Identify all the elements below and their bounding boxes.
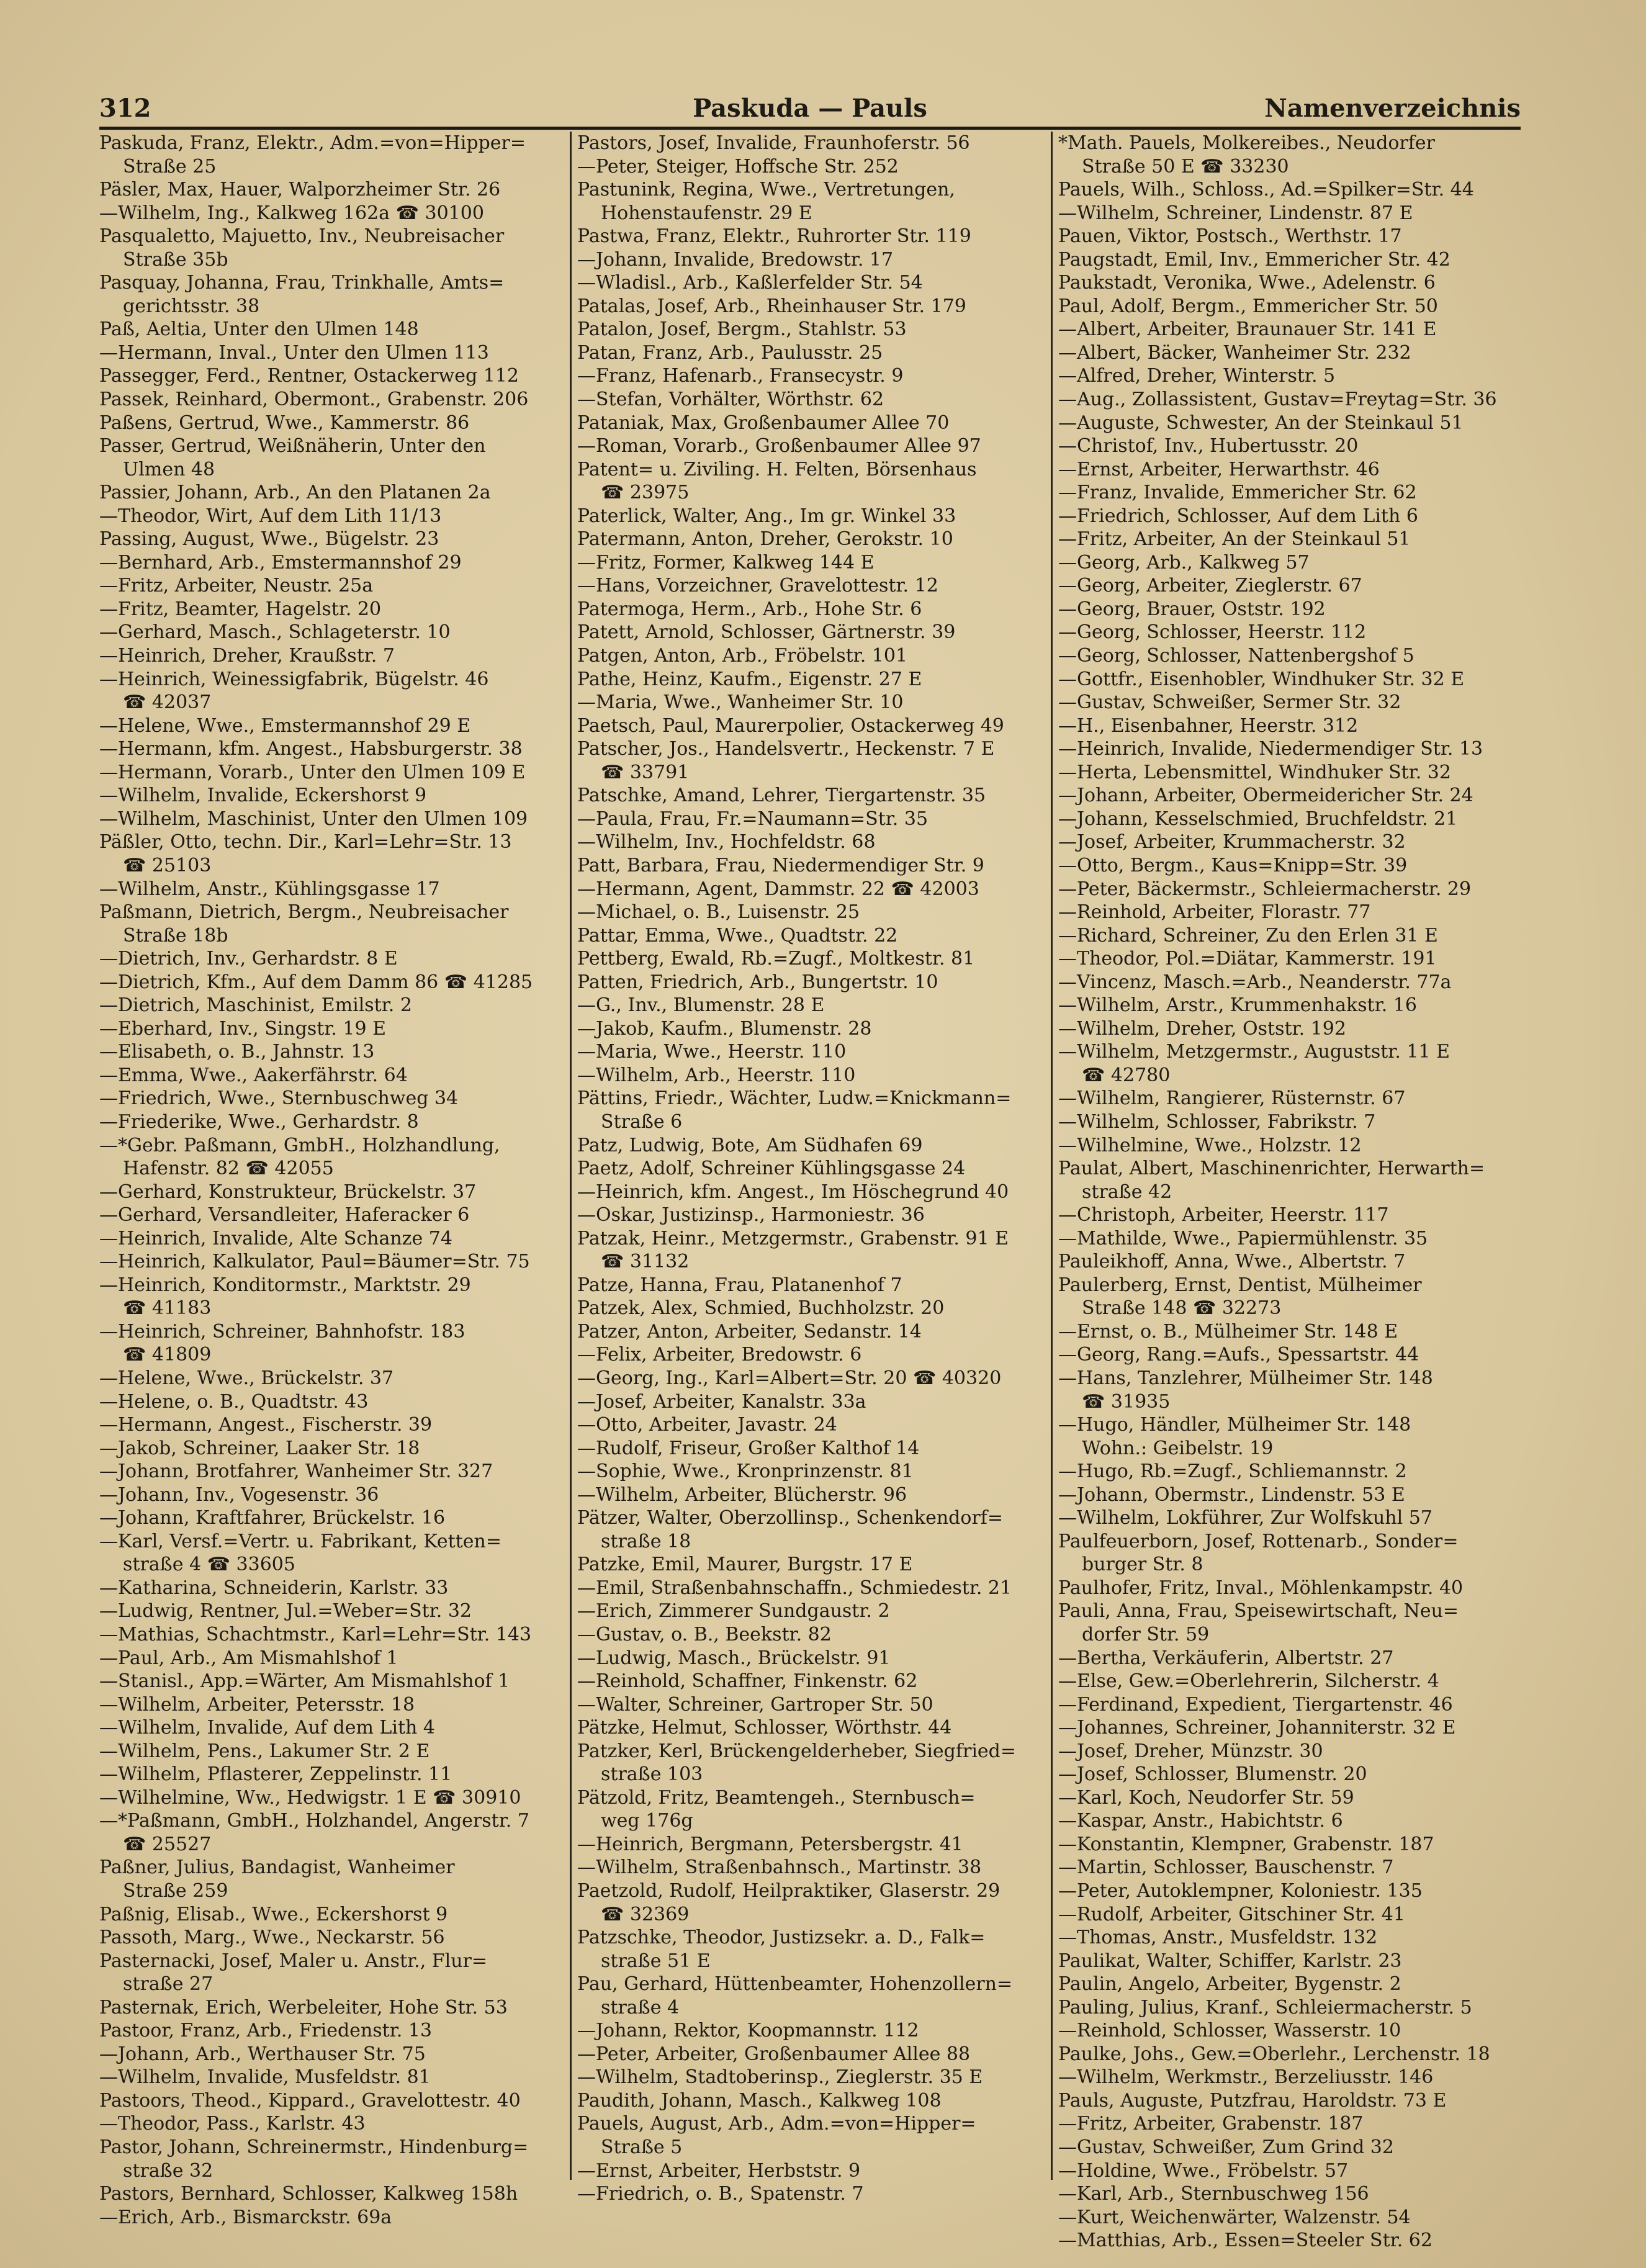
directory-entry: —*Gebr. Paßmann, GmbH., Holzhandlung, <box>99 1134 500 1156</box>
directory-entry: —Hugo, Händler, Mülheimer Str. 148 <box>1058 1414 1411 1436</box>
directory-entry: —Albert, Arbeiter, Braunauer Str. 141 E <box>1058 318 1437 341</box>
directory-entry: —Fritz, Arbeiter, An der Steinkaul 51 <box>1058 528 1411 551</box>
directory-entry: —Peter, Steiger, Hoffsche Str. 252 <box>577 155 899 178</box>
directory-entry: —Thomas, Anstr., Musfeldstr. 132 <box>1058 1927 1378 1949</box>
directory-entry: —Rudolf, Friseur, Großer Kalthof 14 <box>577 1437 920 1459</box>
directory-entry: —Oskar, Justizinsp., Harmoniestr. 36 <box>577 1204 925 1226</box>
directory-entry: Patzker, Kerl, Brückengelderheber, Siegfried= <box>577 1740 1017 1762</box>
directory-entry: —Jakob, Kaufm., Blumenstr. 28 <box>577 1017 872 1040</box>
directory-entry: Hohenstaufenstr. 29 E <box>601 202 812 224</box>
directory-entry: Pätzold, Fritz, Beamtengeh., Sternbusch= <box>577 1786 976 1809</box>
directory-entry: Pathe, Heinz, Kaufm., Eigenstr. 27 E <box>577 668 922 690</box>
directory-entry: —Wilhelm, Straßenbahnsch., Martinstr. 38 <box>577 1856 982 1879</box>
directory-entry: —Else, Gew.=Oberlehrerin, Silcherstr. 4 <box>1058 1670 1439 1693</box>
directory-entry: —Friedrich, Schlosser, Auf dem Lith 6 <box>1058 505 1418 527</box>
directory-entry: Pauleikhoff, Anna, Wwe., Albertstr. 7 <box>1058 1251 1406 1273</box>
directory-entry: —Holdine, Wwe., Fröbelstr. 57 <box>1058 2159 1349 2182</box>
directory-entry: Paßner, Julius, Bandagist, Wanheimer <box>99 1856 455 1879</box>
name-range: Paskuda — Pauls <box>693 94 927 123</box>
directory-entry: —Georg, Brauer, Oststr. 192 <box>1058 598 1326 620</box>
directory-entry: Straße 6 <box>601 1110 683 1133</box>
directory-entry: —Gerhard, Versandleiter, Haferacker 6 <box>99 1204 470 1226</box>
directory-entry: —Johannes, Schreiner, Johanniterstr. 32 E <box>1058 1717 1456 1739</box>
directory-entry: —Heinrich, Konditormstr., Marktstr. 29 <box>99 1274 471 1296</box>
directory-entry: Pastors, Bernhard, Schlosser, Kalkweg 158h <box>99 2183 518 2205</box>
directory-entry: Pätzer, Walter, Oberzollinsp., Schenkendorf= <box>577 1507 1004 1529</box>
directory-entry: straße 18 <box>601 1530 691 1552</box>
directory-entry: —Maria, Wwe., Wanheimer Str. 10 <box>577 691 904 714</box>
directory-entry: —Dietrich, Maschinist, Emilstr. 2 <box>99 994 412 1017</box>
directory-entry: —Josef, Schlosser, Blumenstr. 20 <box>1058 1763 1367 1786</box>
directory-entry: —Hermann, Angest., Fischerstr. 39 <box>99 1414 433 1436</box>
directory-entry: straße 51 E <box>601 1950 711 1972</box>
directory-entry: Pauels, Wilh., Schloss., Ad.=Spilker=Str. 44 <box>1058 179 1474 201</box>
directory-entry: —Roman, Vorarb., Großenbaumer Allee 97 <box>577 435 981 457</box>
directory-entry: Paskuda, Franz, Elektr., Adm.=von=Hipper= <box>99 132 526 154</box>
directory-entry: Pastor, Johann, Schreinermstr., Hindenburg= <box>99 2136 529 2159</box>
directory-entry: —Hermann, Agent, Dammstr. 22 ☎ 42003 <box>577 878 979 900</box>
directory-entry: ☎ 42780 <box>1082 1064 1171 1086</box>
directory-entry: —Gustav, Schweißer, Zum Grind 32 <box>1058 2136 1394 2159</box>
directory-column-1 <box>99 132 562 2229</box>
directory-entry: —Stefan, Vorhälter, Wörthstr. 62 <box>577 389 884 411</box>
directory-entry: —Wilhelm, Arbeiter, Blücherstr. 96 <box>577 1483 907 1506</box>
directory-entry: ☎ 33791 <box>601 761 690 783</box>
directory-entry: —Katharina, Schneiderin, Karlstr. 33 <box>99 1577 449 1599</box>
directory-entry: —Franz, Invalide, Emmericher Str. 62 <box>1058 482 1417 504</box>
directory-entry: Paul, Adolf, Bergm., Emmericher Str. 50 <box>1058 295 1438 317</box>
directory-entry: —Johann, Inv., Vogesenstr. 36 <box>99 1483 379 1506</box>
directory-entry: Paßnig, Elisab., Wwe., Eckershorst 9 <box>99 1903 448 1925</box>
directory-entry: Päsler, Max, Hauer, Walporzheimer Str. 26 <box>99 179 501 201</box>
directory-entry: —Josef, Arbeiter, Kanalstr. 33a <box>577 1390 866 1413</box>
directory-entry: —Wilhelm, Maschinist, Unter den Ulmen 109 <box>99 808 528 830</box>
directory-entry: —Josef, Dreher, Münzstr. 30 <box>1058 1740 1323 1762</box>
directory-entry: —Albert, Bäcker, Wanheimer Str. 232 <box>1058 341 1411 364</box>
directory-entry: Pastoors, Theod., Kippard., Gravelottestr. 40 <box>99 2089 521 2112</box>
directory-entry: Paukstadt, Veronika, Wwe., Adelenstr. 6 <box>1058 272 1436 294</box>
directory-entry: —Ernst, Arbeiter, Herbststr. 9 <box>577 2159 861 2182</box>
directory-entry: —Heinrich, Invalide, Alte Schanze 74 <box>99 1227 452 1249</box>
directory-entry: Paulke, Johs., Gew.=Oberlehr., Lerchenstr. 18 <box>1058 2043 1490 2065</box>
directory-entry: —Hugo, Rb.=Zugf., Schliemannstr. 2 <box>1058 1460 1407 1483</box>
directory-entry: —Karl, Arb., Sternbuschweg 156 <box>1058 2183 1369 2205</box>
directory-entry: Pasqualetto, Majuetto, Inv., Neubreisacher <box>99 225 505 248</box>
directory-entry: —Helene, Wwe., Emstermannshof 29 E <box>99 714 471 737</box>
directory-entry: Hafenstr. 82 ☎ 42055 <box>123 1158 334 1180</box>
directory-entry: ☎ 25527 <box>123 1833 212 1855</box>
directory-entry: Pauling, Julius, Kranf., Schleiermacherstr. 5 <box>1058 1996 1472 2018</box>
directory-entry: —Otto, Arbeiter, Javastr. 24 <box>577 1414 837 1436</box>
directory-entry: —Wilhelm, Ing., Kalkweg 162a ☎ 30100 <box>99 202 484 224</box>
directory-entry: Pettberg, Ewald, Rb.=Zugf., Moltkestr. 81 <box>577 948 975 970</box>
directory-entry: —Heinrich, Kalkulator, Paul=Bäumer=Str. 75 <box>99 1251 530 1273</box>
directory-entry: —Georg, Schlosser, Heerstr. 112 <box>1058 621 1367 644</box>
directory-entry: Passer, Gertrud, Weißnäherin, Unter den <box>99 435 486 457</box>
directory-entry: straße 42 <box>1082 1181 1172 1203</box>
directory-entry: Patten, Friedrich, Arb., Bungertstr. 10 <box>577 971 938 993</box>
directory-entry: —Heinrich, Invalide, Niedermendiger Str. 13 <box>1058 738 1483 760</box>
directory-entry: —Erich, Arb., Bismarckstr. 69a <box>99 2206 392 2228</box>
directory-entry: —Theodor, Wirt, Auf dem Lith 11/13 <box>99 505 442 527</box>
directory-entry: —Otto, Bergm., Kaus=Knipp=Str. 39 <box>1058 854 1408 876</box>
directory-entry: —Kurt, Weichenwärter, Walzenstr. 54 <box>1058 2206 1411 2228</box>
directory-entry: —*Paßmann, GmbH., Holzhandel, Angerstr. 7 <box>99 1810 529 1832</box>
directory-entry: Passier, Johann, Arb., An den Platanen 2a <box>99 482 491 504</box>
directory-entry: —Mathilde, Wwe., Papiermühlenstr. 35 <box>1058 1227 1428 1249</box>
directory-entry: straße 27 <box>123 1973 214 1996</box>
directory-entry: —H., Eisenbahner, Heerstr. 312 <box>1058 714 1359 737</box>
directory-entry: Pastwa, Franz, Elektr., Ruhrorter Str. 119 <box>577 225 971 248</box>
directory-entry: —Georg, Arbeiter, Zieglerstr. 67 <box>1058 575 1362 597</box>
directory-entry: weg 176g <box>601 1810 693 1832</box>
directory-entry: —Auguste, Schwester, An der Steinkaul 51 <box>1058 412 1464 434</box>
directory-entry: straße 4 <box>601 1996 680 2018</box>
directory-entry: —Dietrich, Kfm., Auf dem Damm 86 ☎ 41285 <box>99 971 533 993</box>
directory-entry: Straße 50 E ☎ 33230 <box>1082 155 1289 178</box>
directory-entry: —Ludwig, Rentner, Jul.=Weber=Str. 32 <box>99 1600 472 1622</box>
directory-entry: —Alfred, Dreher, Winterstr. 5 <box>1058 365 1336 387</box>
directory-entry: Straße 35b <box>123 248 228 271</box>
directory-entry: —Peter, Arbeiter, Großenbaumer Allee 88 <box>577 2043 971 2065</box>
directory-entry: —Friedrich, o. B., Spatenstr. 7 <box>577 2183 864 2205</box>
directory-entry: Pauli, Anna, Frau, Speisewirtschaft, Neu= <box>1058 1600 1459 1622</box>
directory-entry: Patett, Arnold, Schlosser, Gärtnerstr. 39 <box>577 621 956 644</box>
directory-entry: —Dietrich, Inv., Gerhardstr. 8 E <box>99 948 398 970</box>
directory-entry: —Wilhelm, Arstr., Krummenhakstr. 16 <box>1058 994 1417 1017</box>
directory-entry: —Heinrich, Weinessigfabrik, Bügelstr. 46 <box>99 668 489 690</box>
directory-entry: —Wilhelm, Schlosser, Fabrikstr. 7 <box>1058 1110 1376 1133</box>
directory-entry: Patscher, Jos., Handelsvertr., Heckenstr. 7 E <box>577 738 995 760</box>
directory-entry: —Emma, Wwe., Aakerfährstr. 64 <box>99 1064 408 1086</box>
directory-entry: —Bertha, Verkäuferin, Albertstr. 27 <box>1058 1647 1394 1669</box>
directory-entry: Passing, August, Wwe., Bügelstr. 23 <box>99 528 439 551</box>
directory-entry: —Matthias, Arb., Essen=Steeler Str. 62 <box>1058 2230 1432 2252</box>
directory-entry: *Math. Pauels, Molkereibes., Neudorfer <box>1058 132 1436 154</box>
header-rule <box>99 127 1521 130</box>
directory-entry: Paugstadt, Emil, Inv., Emmericher Str. 42 <box>1058 248 1450 271</box>
directory-entry: —Peter, Bäckermstr., Schleiermacherstr. 29 <box>1058 878 1472 900</box>
directory-entry: —Kaspar, Anstr., Habichtstr. 6 <box>1058 1810 1343 1832</box>
directory-entry: —Franz, Hafenarb., Fransecystr. 9 <box>577 365 904 387</box>
directory-entry: —Georg, Schlosser, Nattenbergshof 5 <box>1058 645 1414 667</box>
directory-entry: —Richard, Schreiner, Zu den Erlen 31 E <box>1058 924 1438 947</box>
directory-entry: —Wilhelm, Stadtoberinsp., Zieglerstr. 35 E <box>577 2066 983 2089</box>
directory-entry: —Hermann, kfm. Angest., Habsburgerstr. 38 <box>99 738 523 760</box>
directory-entry: Patent= u. Ziviling. H. Felten, Börsenhaus <box>577 458 977 480</box>
directory-entry: Paulfeuerborn, Josef, Rottenarb., Sonder= <box>1058 1530 1459 1552</box>
page-number: 312 <box>99 94 151 123</box>
directory-entry: Paulhofer, Fritz, Inval., Möhlenkampstr. 40 <box>1058 1577 1464 1599</box>
directory-entry: Patalas, Josef, Arb., Rheinhauser Str. 179 <box>577 295 966 317</box>
directory-entry: Straße 148 ☎ 32273 <box>1082 1297 1282 1320</box>
directory-entry: straße 32 <box>123 2159 214 2182</box>
directory-entry: —Fritz, Former, Kalkweg 144 E <box>577 551 875 574</box>
directory-entry: Patschke, Amand, Lehrer, Tiergartenstr. 35 <box>577 785 986 807</box>
directory-entry: Pättins, Friedr., Wächter, Ludw.=Knickmann= <box>577 1087 1012 1110</box>
directory-entry: Ulmen 48 <box>123 458 215 480</box>
directory-entry: Patzke, Emil, Maurer, Burgstr. 17 E <box>577 1554 913 1576</box>
column-divider <box>1051 132 1053 2180</box>
directory-entry: Paß, Aeltia, Unter den Ulmen 148 <box>99 318 419 341</box>
directory-entry: —Heinrich, Dreher, Kraußstr. 7 <box>99 645 395 667</box>
directory-entry: Pasquay, Johanna, Frau, Trinkhalle, Amts= <box>99 272 505 294</box>
directory-entry: Pattar, Emma, Wwe., Quadtstr. 22 <box>577 924 898 947</box>
directory-entry: gerichtsstr. 38 <box>123 295 260 317</box>
directory-entry: —Karl, Versf.=Vertr. u. Fabrikant, Ketten= <box>99 1530 501 1552</box>
directory-entry: —Gustav, Schweißer, Sermer Str. 32 <box>1058 691 1401 714</box>
directory-entry: —Wilhelm, Invalide, Auf dem Lith 4 <box>99 1717 435 1739</box>
directory-entry: —Georg, Ing., Karl=Albert=Str. 20 ☎ 40320 <box>577 1367 1002 1389</box>
directory-entry: Patzer, Anton, Arbeiter, Sedanstr. 14 <box>577 1320 922 1343</box>
directory-entry: burger Str. 8 <box>1082 1554 1203 1576</box>
directory-entry: —Wladisl., Arb., Kaßlerfelder Str. 54 <box>577 272 923 294</box>
directory-entry: —Eberhard, Inv., Singstr. 19 E <box>99 1017 387 1040</box>
directory-entry: —Johann, Obermstr., Lindenstr. 53 E <box>1058 1483 1405 1506</box>
directory-entry: Pauels, August, Arb., Adm.=von=Hipper= <box>577 2113 976 2135</box>
directory-entry: ☎ 42037 <box>123 691 212 714</box>
directory-entry: —Martin, Schlosser, Bauschenstr. 7 <box>1058 1856 1394 1879</box>
directory-entry: —Johann, Kesselschmied, Bruchfeldstr. 21 <box>1058 808 1458 830</box>
directory-entry: —Wilhelm, Arbeiter, Petersstr. 18 <box>99 1693 415 1716</box>
column-divider <box>570 132 572 2180</box>
directory-entry: Patt, Barbara, Frau, Niedermendiger Str. 9 <box>577 854 984 876</box>
directory-entry: —Johann, Kraftfahrer, Brückelstr. 16 <box>99 1507 446 1529</box>
directory-entry: —Georg, Arb., Kalkweg 57 <box>1058 551 1310 574</box>
directory-entry: —Wilhelmine, Wwe., Holzstr. 12 <box>1058 1134 1362 1156</box>
directory-entry: Pauls, Auguste, Putzfrau, Haroldstr. 73 E <box>1058 2089 1447 2112</box>
directory-entry: —Stanisl., App.=Wärter, Am Mismahlshof 1 <box>99 1670 510 1693</box>
directory-entry: Paulin, Angelo, Arbeiter, Bygenstr. 2 <box>1058 1973 1401 1996</box>
directory-entry: —Gottfr., Eisenhobler, Windhuker Str. 32 E <box>1058 668 1465 690</box>
directory-entry: —Wilhelm, Anstr., Kühlingsgasse 17 <box>99 878 440 900</box>
directory-entry: Patermann, Anton, Dreher, Gerokstr. 10 <box>577 528 953 551</box>
directory-entry: —Elisabeth, o. B., Jahnstr. 13 <box>99 1041 375 1063</box>
directory-entry: —Paula, Frau, Fr.=Naumann=Str. 35 <box>577 808 929 830</box>
directory-entry: —Erich, Zimmerer Sundgaustr. 2 <box>577 1600 890 1622</box>
directory-entry: —Karl, Koch, Neudorfer Str. 59 <box>1058 1786 1354 1809</box>
directory-entry: Patzek, Alex, Schmied, Buchholzstr. 20 <box>577 1297 945 1320</box>
directory-entry: —Reinhold, Schlosser, Wasserstr. 10 <box>1058 2020 1401 2042</box>
directory-entry: Passoth, Marg., Wwe., Neckarstr. 56 <box>99 1927 445 1949</box>
directory-entry: —Felix, Arbeiter, Bredowstr. 6 <box>577 1344 862 1366</box>
directory-entry: —Ernst, o. B., Mülheimer Str. 148 E <box>1058 1320 1398 1343</box>
directory-entry: ☎ 41809 <box>123 1344 212 1366</box>
directory-entry: —Ludwig, Masch., Brückelstr. 91 <box>577 1647 891 1669</box>
directory-entry: —G., Inv., Blumenstr. 28 E <box>577 994 825 1017</box>
directory-entry: —Friedrich, Wwe., Sternbuschweg 34 <box>99 1087 459 1110</box>
directory-entry: Päßler, Otto, techn. Dir., Karl=Lehr=Str. 13 <box>99 831 512 853</box>
directory-entry: —Christoph, Arbeiter, Heerstr. 117 <box>1058 1204 1389 1226</box>
directory-entry: —Josef, Arbeiter, Krummacherstr. 32 <box>1058 831 1406 853</box>
directory-entry: Straße 25 <box>123 155 217 178</box>
directory-entry: Wohn.: Geibelstr. 19 <box>1082 1437 1274 1459</box>
directory-entry: ☎ 31935 <box>1082 1390 1171 1413</box>
directory-entry: —Georg, Rang.=Aufs., Spessartstr. 44 <box>1058 1344 1419 1366</box>
directory-entry: —Vincenz, Masch.=Arb., Neanderstr. 77a <box>1058 971 1452 993</box>
directory-entry: —Christof, Inv., Hubertusstr. 20 <box>1058 435 1359 457</box>
directory-entry: —Peter, Autoklempner, Koloniestr. 135 <box>1058 1880 1423 1902</box>
directory-entry: —Johann, Invalide, Bredowstr. 17 <box>577 248 894 271</box>
directory-entry: ☎ 31132 <box>601 1251 690 1273</box>
directory-entry: —Bernhard, Arb., Emstermannshof 29 <box>99 551 462 574</box>
directory-entry: —Wilhelm, Invalide, Musfeldstr. 81 <box>99 2066 431 2089</box>
directory-entry: —Wilhelm, Schreiner, Lindenstr. 87 E <box>1058 202 1413 224</box>
directory-column-3 <box>1058 132 1521 2252</box>
directory-entry: —Gerhard, Masch., Schlageterstr. 10 <box>99 621 451 644</box>
directory-entry: —Wilhelm, Dreher, Oststr. 192 <box>1058 1017 1346 1040</box>
directory-entry: —Heinrich, Bergmann, Petersbergstr. 41 <box>577 1833 963 1855</box>
directory-entry: ☎ 32369 <box>601 1903 690 1925</box>
directory-entry: ☎ 25103 <box>123 854 212 876</box>
directory-entry: Pasternak, Erich, Werbeleiter, Hohe Str. 53 <box>99 1996 508 2018</box>
directory-entry: —Rudolf, Arbeiter, Gitschiner Str. 41 <box>1058 1903 1405 1925</box>
directory-entry: —Wilhelm, Werkmstr., Berzeliusstr. 146 <box>1058 2066 1434 2089</box>
directory-entry: —Gustav, o. B., Beekstr. 82 <box>577 1624 832 1645</box>
directory-entry: —Helene, Wwe., Brückelstr. 37 <box>99 1367 394 1389</box>
directory-entry: —Wilhelm, Pens., Lakumer Str. 2 E <box>99 1740 430 1762</box>
directory-entry: —Ernst, Arbeiter, Herwarthstr. 46 <box>1058 458 1380 480</box>
directory-entry: straße 4 ☎ 33605 <box>123 1554 295 1576</box>
directory-entry: —Fritz, Arbeiter, Grabenstr. 187 <box>1058 2113 1364 2135</box>
directory-entry: —Wilhelm, Rangierer, Rüsternstr. 67 <box>1058 1087 1406 1110</box>
directory-entry: Paulerberg, Ernst, Dentist, Mülheimer <box>1058 1274 1422 1296</box>
directory-entry: Straße 5 <box>601 2136 683 2159</box>
directory-entry: Patalon, Josef, Bergm., Stahlstr. 53 <box>577 318 907 341</box>
directory-entry: —Mathias, Schachtmstr., Karl=Lehr=Str. 143 <box>99 1624 532 1645</box>
directory-entry: Patze, Hanna, Frau, Platanenhof 7 <box>577 1274 902 1296</box>
directory-entry: Paudith, Johann, Masch., Kalkweg 108 <box>577 2089 942 2112</box>
directory-entry: —Hermann, Inval., Unter den Ulmen 113 <box>99 341 489 364</box>
directory-entry: —Fritz, Beamter, Hagelstr. 20 <box>99 598 382 620</box>
directory-entry: ☎ 41183 <box>123 1297 212 1320</box>
directory-entry: Pastors, Josef, Invalide, Fraunhoferstr. 56 <box>577 132 970 154</box>
directory-entry: —Jakob, Schreiner, Laaker Str. 18 <box>99 1437 420 1459</box>
directory-entry: Paetz, Adolf, Schreiner Kühlingsgasse 24 <box>577 1158 966 1180</box>
section-title: Namenverzeichnis <box>1264 94 1521 123</box>
directory-column-2 <box>577 132 1040 2206</box>
directory-entry: dorfer Str. 59 <box>1082 1624 1210 1645</box>
directory-entry: —Johann, Arb., Werthauser Str. 75 <box>99 2043 426 2065</box>
directory-entry: —Paul, Arb., Am Mismahlshof 1 <box>99 1647 398 1669</box>
directory-entry: —Wilhelm, Lokführer, Zur Wolfskuhl 57 <box>1058 1507 1432 1529</box>
directory-entry: —Theodor, Pol.=Diätar, Kammerstr. 191 <box>1058 948 1437 970</box>
directory-entry: —Emil, Straßenbahnschaffn., Schmiedestr. 21 <box>577 1577 1012 1599</box>
directory-entry: —Aug., Zollassistent, Gustav=Freytag=Str. 36 <box>1058 389 1497 411</box>
directory-entry: —Herta, Lebensmittel, Windhuker Str. 32 <box>1058 761 1451 783</box>
directory-entry: straße 103 <box>601 1763 703 1786</box>
directory-entry: Straße 259 <box>123 1880 228 1902</box>
directory-entry: Pau, Gerhard, Hüttenbeamter, Hohenzollern= <box>577 1973 1013 1996</box>
directory-entry: Pastunink, Regina, Wwe., Vertretungen, <box>577 179 955 201</box>
directory-entry: Paßmann, Dietrich, Bergm., Neubreisacher <box>99 901 509 924</box>
directory-entry: Patgen, Anton, Arb., Fröbelstr. 101 <box>577 645 908 667</box>
directory-entry: Pauen, Viktor, Postsch., Werthstr. 17 <box>1058 225 1402 248</box>
directory-entry: Straße 18b <box>123 924 228 947</box>
directory-entry: —Johann, Brotfahrer, Wanheimer Str. 327 <box>99 1460 493 1483</box>
directory-entry: Patzschke, Theodor, Justizsekr. a. D., Falk= <box>577 1927 986 1949</box>
directory-entry: Pataniak, Max, Großenbaumer Allee 70 <box>577 412 950 434</box>
directory-entry: —Fritz, Arbeiter, Neustr. 25a <box>99 575 374 597</box>
directory-entry: —Sophie, Wwe., Kronprinzenstr. 81 <box>577 1460 914 1483</box>
directory-entry: Patan, Franz, Arb., Paulusstr. 25 <box>577 341 883 364</box>
directory-entry: —Ferdinand, Expedient, Tiergartenstr. 46 <box>1058 1693 1453 1716</box>
directory-entry: Paterlick, Walter, Ang., Im gr. Winkel 33 <box>577 505 956 527</box>
directory-entry: —Walter, Schreiner, Gartroper Str. 50 <box>577 1693 933 1716</box>
directory-entry: Passek, Reinhard, Obermont., Grabenstr. 206 <box>99 389 529 411</box>
directory-entry: —Hermann, Vorarb., Unter den Ulmen 109 E <box>99 761 526 783</box>
directory-entry: —Wilhelm, Arb., Heerstr. 110 <box>577 1064 856 1086</box>
directory-entry: —Maria, Wwe., Heerstr. 110 <box>577 1041 847 1063</box>
directory-entry: Paßens, Gertrud, Wwe., Kammerstr. 86 <box>99 412 470 434</box>
directory-entry: —Wilhelm, Inv., Hochfeldstr. 68 <box>577 831 876 853</box>
directory-entry: Paetzold, Rudolf, Heilpraktiker, Glaserstr. 29 <box>577 1880 1001 1902</box>
directory-entry: —Heinrich, Schreiner, Bahnhofstr. 183 <box>99 1320 465 1343</box>
directory-entry: —Wilhelm, Invalide, Eckershorst 9 <box>99 785 427 807</box>
directory-entry: Pastoor, Franz, Arb., Friedenstr. 13 <box>99 2020 433 2042</box>
directory-entry: —Heinrich, kfm. Angest., Im Höschegrund 40 <box>577 1181 1009 1203</box>
directory-entry: ☎ 23975 <box>601 482 690 504</box>
page-header <box>99 93 1521 124</box>
directory-entry: Patermoga, Herm., Arb., Hohe Str. 6 <box>577 598 922 620</box>
directory-entry: Paulat, Albert, Maschinenrichter, Herwarth= <box>1058 1158 1485 1180</box>
directory-entry: —Michael, o. B., Luisenstr. 25 <box>577 901 860 924</box>
directory-entry: —Hans, Vorzeichner, Gravelottestr. 12 <box>577 575 938 597</box>
directory-entry: —Johann, Rektor, Koopmannstr. 112 <box>577 2020 919 2042</box>
directory-entry: —Konstantin, Klempner, Grabenstr. 187 <box>1058 1833 1434 1855</box>
directory-entry: —Helene, o. B., Quadtstr. 43 <box>99 1390 369 1413</box>
directory-entry: Patz, Ludwig, Bote, Am Südhafen 69 <box>577 1134 923 1156</box>
directory-entry: —Johann, Arbeiter, Obermeidericher Str. 24 <box>1058 785 1473 807</box>
directory-entry: Paulikat, Walter, Schiffer, Karlstr. 23 <box>1058 1950 1402 1972</box>
directory-entry: —Wilhelm, Metzgermstr., Auguststr. 11 E <box>1058 1041 1450 1063</box>
directory-entry: Passegger, Ferd., Rentner, Ostackerweg 112 <box>99 365 519 387</box>
directory-entry: Patzak, Heinr., Metzgermstr., Grabenstr. 91 E <box>577 1227 1009 1249</box>
directory-entry: —Friederike, Wwe., Gerhardstr. 8 <box>99 1110 419 1133</box>
directory-entry: —Wilhelmine, Ww., Hedwigstr. 1 E ☎ 30910 <box>99 1786 521 1809</box>
directory-entry: Pasternacki, Josef, Maler u. Anstr., Flur= <box>99 1950 487 1972</box>
directory-entry: Pätzke, Helmut, Schlosser, Wörthstr. 44 <box>577 1717 952 1739</box>
directory-entry: —Reinhold, Schaffner, Finkenstr. 62 <box>577 1670 918 1693</box>
directory-entry: —Gerhard, Konstrukteur, Brückelstr. 37 <box>99 1181 477 1203</box>
directory-entry: —Reinhold, Arbeiter, Florastr. 77 <box>1058 901 1371 924</box>
directory-entry: —Wilhelm, Pflasterer, Zeppelinstr. 11 <box>99 1763 452 1786</box>
directory-entry: —Hans, Tanzlehrer, Mülheimer Str. 148 <box>1058 1367 1433 1389</box>
directory-entry: Paetsch, Paul, Maurerpolier, Ostackerweg 49 <box>577 714 1004 737</box>
directory-entry: —Theodor, Pass., Karlstr. 43 <box>99 2113 366 2135</box>
